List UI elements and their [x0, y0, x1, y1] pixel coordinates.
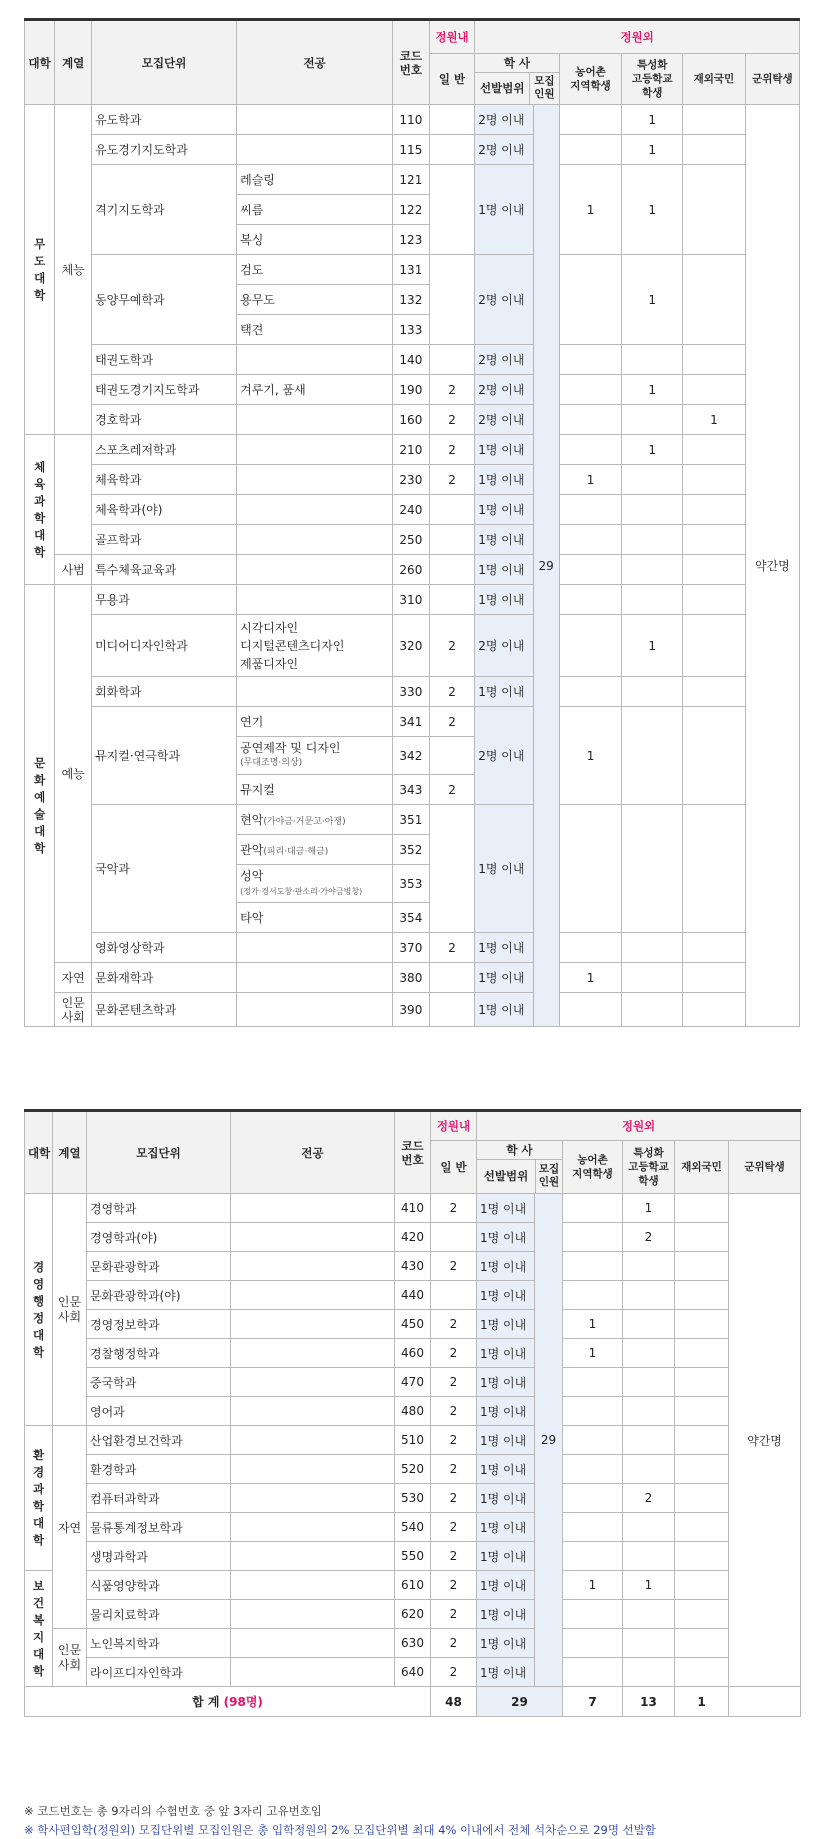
range-cell: 1명 이내 — [477, 1223, 535, 1252]
unit-cell: 경찰행정학과 — [87, 1339, 231, 1368]
college-cell: 문 화 예 술 대 학 — [25, 585, 55, 1027]
unit-cell: 경영학과(야) — [87, 1223, 231, 1252]
range-cell: 2명 이내 — [475, 105, 533, 135]
range-cell: 1명 이내 — [477, 1310, 535, 1339]
range-cell: 1명 이내 — [475, 963, 533, 993]
special-cell — [623, 1397, 675, 1426]
code-cell: 250 — [392, 525, 429, 555]
special-cell — [623, 1252, 675, 1281]
table-row — [25, 1310, 801, 1339]
rural-cell: 1 — [563, 1571, 623, 1600]
range-cell: 1명 이내 — [475, 585, 533, 615]
code-cell: 390 — [392, 993, 429, 1027]
general-cell: 2 — [431, 1194, 477, 1223]
code-cell: 460 — [395, 1339, 431, 1368]
special-cell — [623, 1281, 675, 1310]
special-cell: 1 — [622, 435, 683, 465]
unit-cell: 유도학과 — [92, 105, 237, 135]
major-cell: 겨루기, 품새 — [237, 375, 393, 405]
header-bachelor: 학 사 — [477, 1141, 562, 1160]
rural-cell — [563, 1368, 623, 1397]
total-row — [25, 1687, 801, 1717]
code-cell: 320 — [392, 615, 429, 677]
special-cell: 2 — [623, 1223, 675, 1252]
table-row — [25, 1368, 801, 1397]
header-major: 전공 — [237, 20, 393, 105]
field-cell: 인문 사회 — [53, 1629, 87, 1687]
special-cell: 1 — [622, 375, 683, 405]
header-code: 코드 번호 — [392, 20, 429, 105]
unit-cell: 체육학과(야) — [92, 495, 237, 525]
unit-cell: 영화영상학과 — [92, 933, 237, 963]
rural-cell — [563, 1281, 623, 1310]
code-cell: 343 — [392, 775, 429, 805]
range-cell: 1명 이내 — [475, 465, 533, 495]
unit-cell: 물류통계정보학과 — [87, 1513, 231, 1542]
code-cell: 160 — [392, 405, 429, 435]
major-sub-cell: (정가·경서도창·판소리·가야금병창) — [240, 886, 363, 896]
header-field: 계열 — [53, 1111, 87, 1194]
recruit-total-cell: 29 — [533, 105, 559, 1027]
table-row — [25, 1571, 801, 1600]
rural-cell — [563, 1455, 623, 1484]
special-cell: 1 — [622, 105, 683, 135]
code-cell: 410 — [395, 1194, 431, 1223]
special-cell: 2 — [623, 1484, 675, 1513]
rural-cell — [563, 1397, 623, 1426]
unit-cell: 체육학과 — [92, 465, 237, 495]
admission-table-1 — [24, 18, 800, 1027]
code-cell: 132 — [392, 285, 429, 315]
general-cell: 2 — [429, 677, 474, 707]
rural-cell — [563, 1629, 623, 1658]
general-cell — [431, 1223, 477, 1252]
range-cell: 1명 이내 — [477, 1368, 535, 1397]
admission-table-2 — [24, 1109, 801, 1717]
college-cell: 체 육 과 학 대 학 — [25, 435, 55, 585]
code-cell: 121 — [392, 165, 429, 195]
table-row — [25, 1484, 801, 1513]
major-cell: 검도 — [237, 255, 393, 285]
code-cell: 260 — [392, 555, 429, 585]
header-bachelor: 학 사 — [475, 54, 558, 73]
header-military: 군위탁생 — [745, 54, 799, 105]
major-sub-cell: (피리·대금·해금) — [263, 847, 329, 857]
general-cell: 2 — [431, 1455, 477, 1484]
general-cell: 2 — [431, 1658, 477, 1687]
general-cell: 2 — [429, 465, 474, 495]
rural-cell: 1 — [563, 1339, 623, 1368]
total-label: 합 계 — [192, 1695, 220, 1709]
unit-cell: 문화재학과 — [92, 963, 237, 993]
code-cell: 341 — [392, 707, 429, 737]
code-cell: 353 — [392, 865, 429, 903]
header-overseas: 재외국민 — [683, 54, 746, 105]
major-cell: 복싱 — [237, 225, 393, 255]
table-row — [25, 1658, 801, 1687]
unit-cell: 격기지도학과 — [92, 165, 237, 255]
rural-cell — [563, 1542, 623, 1571]
major-cell: 용무도 — [237, 285, 393, 315]
rural-cell: 1 — [559, 707, 622, 805]
unit-cell: 무용과 — [92, 585, 237, 615]
range-cell: 1명 이내 — [477, 1629, 535, 1658]
header-unit: 모집단위 — [92, 20, 237, 105]
code-cell: 310 — [392, 585, 429, 615]
unit-cell: 중국학과 — [87, 1368, 231, 1397]
code-cell: 330 — [392, 677, 429, 707]
total-count: (98명) — [223, 1695, 263, 1709]
total-general: 48 — [431, 1687, 477, 1717]
rural-cell — [563, 1426, 623, 1455]
special-cell — [623, 1542, 675, 1571]
major-cell: 레슬링 — [237, 165, 393, 195]
code-cell: 470 — [395, 1368, 431, 1397]
general-cell: 2 — [429, 375, 474, 405]
code-cell: 610 — [395, 1571, 431, 1600]
special-cell: 1 — [622, 255, 683, 345]
general-cell: 2 — [431, 1368, 477, 1397]
major-cell: 현악 — [240, 813, 264, 827]
code-cell: 620 — [395, 1600, 431, 1629]
code-cell: 520 — [395, 1455, 431, 1484]
range-cell: 1명 이내 — [475, 435, 533, 465]
major-cell: 택견 — [237, 315, 393, 345]
overseas-cell: 1 — [683, 405, 746, 435]
range-cell: 1명 이내 — [477, 1426, 535, 1455]
special-cell: 1 — [623, 1571, 675, 1600]
code-cell: 131 — [392, 255, 429, 285]
rural-cell — [563, 1484, 623, 1513]
special-cell — [623, 1513, 675, 1542]
range-cell: 1명 이내 — [477, 1542, 535, 1571]
rural-cell — [563, 1513, 623, 1542]
unit-cell: 태권도경기지도학과 — [92, 375, 237, 405]
field-cell: 자연 — [53, 1426, 87, 1629]
general-cell: 2 — [431, 1339, 477, 1368]
range-cell: 1명 이내 — [475, 165, 533, 255]
header-major: 전공 — [231, 1111, 395, 1194]
total-overseas: 1 — [675, 1687, 729, 1717]
code-cell: 510 — [395, 1426, 431, 1455]
header-college: 대학 — [25, 20, 55, 105]
unit-cell: 스포츠레저학과 — [92, 435, 237, 465]
rural-cell — [563, 1223, 623, 1252]
special-cell: 1 — [622, 615, 683, 677]
unit-cell: 골프학과 — [92, 525, 237, 555]
unit-cell: 국악과 — [92, 805, 237, 933]
special-cell: 1 — [623, 1194, 675, 1223]
unit-cell: 태권도학과 — [92, 345, 237, 375]
header-range: 선발범위 — [475, 73, 530, 104]
header-rural: 농어촌 지역학생 — [563, 1141, 623, 1194]
range-cell: 1명 이내 — [475, 933, 533, 963]
range-cell: 1명 이내 — [477, 1600, 535, 1629]
code-cell: 540 — [395, 1513, 431, 1542]
code-cell: 430 — [395, 1252, 431, 1281]
field-cell: 체능 — [55, 105, 92, 435]
range-cell: 1명 이내 — [475, 805, 533, 933]
unit-cell: 경영학과 — [87, 1194, 231, 1223]
range-cell: 2명 이내 — [475, 615, 533, 677]
header-code: 코드 번호 — [395, 1111, 431, 1194]
major-cell: 제품디자인 — [240, 656, 299, 671]
general-cell: 2 — [431, 1484, 477, 1513]
unit-cell: 문화관광학과 — [87, 1252, 231, 1281]
code-cell: 230 — [392, 465, 429, 495]
general-cell: 2 — [429, 435, 474, 465]
college-cell: 환 경 과 학 대 학 — [25, 1426, 53, 1571]
major-cell: 디지털콘텐츠디자인 — [240, 638, 345, 653]
unit-cell: 미디어디자인학과 — [92, 615, 237, 677]
range-cell: 1명 이내 — [477, 1397, 535, 1426]
header-general: 일 반 — [431, 1141, 477, 1194]
rural-cell: 1 — [563, 1310, 623, 1339]
field-cell: 사범 — [55, 555, 92, 585]
rural-cell — [563, 1252, 623, 1281]
range-cell: 2명 이내 — [475, 255, 533, 345]
range-cell: 1명 이내 — [477, 1339, 535, 1368]
table-row — [25, 1455, 801, 1484]
table-row — [25, 1629, 801, 1658]
military-cell: 약간명 — [729, 1194, 801, 1687]
code-cell: 210 — [392, 435, 429, 465]
special-cell — [623, 1600, 675, 1629]
code-cell: 110 — [392, 105, 429, 135]
table-row — [25, 1252, 801, 1281]
unit-cell: 영어과 — [87, 1397, 231, 1426]
special-cell — [623, 1368, 675, 1397]
range-cell: 2명 이내 — [475, 405, 533, 435]
table-row — [25, 1600, 801, 1629]
rural-cell: 1 — [559, 165, 622, 255]
code-cell: 123 — [392, 225, 429, 255]
header-unit: 모집단위 — [87, 1111, 231, 1194]
unit-cell: 문화관광학과(야) — [87, 1281, 231, 1310]
general-cell: 2 — [431, 1542, 477, 1571]
header-recruit: 모집 인원 — [538, 1163, 560, 1188]
field-cell: 예능 — [55, 585, 92, 963]
range-cell: 1명 이내 — [477, 1658, 535, 1687]
table-row — [25, 1281, 801, 1310]
footnote-code: ※ 코드번호는 총 9자리의 수험번호 중 앞 3자리 고유번호임 — [24, 1804, 322, 1818]
major-sub-cell: (무대조명·의상) — [240, 757, 303, 768]
code-cell: 450 — [395, 1310, 431, 1339]
range-cell: 1명 이내 — [475, 555, 533, 585]
general-cell: 2 — [429, 405, 474, 435]
code-cell: 115 — [392, 135, 429, 165]
major-sub-cell: (가야금·거문고·아쟁) — [263, 817, 346, 827]
table-row — [25, 1194, 801, 1223]
special-cell — [623, 1629, 675, 1658]
unit-cell: 특수체육교육과 — [92, 555, 237, 585]
general-cell: 2 — [431, 1426, 477, 1455]
major-cell: 시각디자인 — [240, 620, 299, 635]
rural-cell — [563, 1600, 623, 1629]
general-cell: 2 — [429, 707, 474, 737]
range-cell: 2명 이내 — [475, 707, 533, 805]
general-cell: 2 — [431, 1310, 477, 1339]
college-cell: 보 건 복 지 대 학 — [25, 1571, 53, 1687]
total-special: 13 — [623, 1687, 675, 1717]
range-cell: 2명 이내 — [475, 345, 533, 375]
header-military: 군위탁생 — [729, 1141, 801, 1194]
code-cell: 380 — [392, 963, 429, 993]
unit-cell: 노인복지학과 — [87, 1629, 231, 1658]
unit-cell: 경호학과 — [92, 405, 237, 435]
range-cell: 1명 이내 — [477, 1252, 535, 1281]
special-cell: 1 — [622, 135, 683, 165]
rural-cell: 1 — [559, 963, 622, 993]
range-cell: 2명 이내 — [475, 135, 533, 165]
range-cell: 1명 이내 — [475, 495, 533, 525]
range-cell: 1명 이내 — [475, 993, 533, 1027]
code-cell: 630 — [395, 1629, 431, 1658]
header-special: 특성화 고등학교 학생 — [623, 1141, 675, 1194]
major-cell: 씨름 — [237, 195, 393, 225]
header-within: 정원내 — [429, 20, 474, 54]
general-cell: 2 — [431, 1600, 477, 1629]
major-cell: 뮤지컬 — [237, 775, 393, 805]
unit-cell: 환경학과 — [87, 1455, 231, 1484]
table-row — [25, 1426, 801, 1455]
major-cell: 타악 — [237, 903, 393, 933]
code-cell: 352 — [392, 835, 429, 865]
header-college: 대학 — [25, 1111, 53, 1194]
total-rural: 7 — [563, 1687, 623, 1717]
code-cell: 640 — [395, 1658, 431, 1687]
unit-cell: 뮤지컬·연극학과 — [92, 707, 237, 805]
range-cell: 2명 이내 — [475, 375, 533, 405]
general-cell — [431, 1281, 477, 1310]
range-cell: 1명 이내 — [477, 1281, 535, 1310]
code-cell: 133 — [392, 315, 429, 345]
code-cell: 370 — [392, 933, 429, 963]
rural-cell: 1 — [559, 465, 622, 495]
range-cell: 1명 이내 — [477, 1571, 535, 1600]
total-recruit: 29 — [477, 1687, 563, 1717]
code-cell: 420 — [395, 1223, 431, 1252]
unit-cell: 회화학과 — [92, 677, 237, 707]
unit-cell: 라이프디자인학과 — [87, 1658, 231, 1687]
general-cell: 2 — [431, 1629, 477, 1658]
field-cell: 자연 — [55, 963, 92, 993]
unit-cell: 경영정보학과 — [87, 1310, 231, 1339]
field-cell: 인문 사회 — [55, 993, 92, 1027]
range-cell: 1명 이내 — [477, 1484, 535, 1513]
header-within: 정원내 — [431, 1111, 477, 1141]
rural-cell — [563, 1194, 623, 1223]
table-row — [25, 1223, 801, 1252]
general-cell: 2 — [431, 1513, 477, 1542]
header-general: 일 반 — [429, 54, 474, 105]
college-cell: 무 도 대 학 — [25, 105, 55, 435]
code-cell: 190 — [392, 375, 429, 405]
code-cell: 440 — [395, 1281, 431, 1310]
military-cell: 약간명 — [745, 105, 799, 1027]
range-cell: 1명 이내 — [475, 677, 533, 707]
special-cell: 1 — [622, 165, 683, 255]
special-cell — [623, 1339, 675, 1368]
general-cell: 2 — [429, 933, 474, 963]
header-outside: 정원외 — [475, 20, 800, 54]
header-field: 계열 — [55, 20, 92, 105]
code-cell: 351 — [392, 805, 429, 835]
unit-cell: 산업환경보건학과 — [87, 1426, 231, 1455]
table-row — [25, 1513, 801, 1542]
range-cell: 1명 이내 — [475, 525, 533, 555]
special-cell — [623, 1455, 675, 1484]
unit-cell: 물리치료학과 — [87, 1600, 231, 1629]
major-cell: 성악 — [240, 868, 264, 883]
header-recruit: 모집 인원 — [534, 75, 555, 100]
general-cell: 2 — [431, 1252, 477, 1281]
table-row — [25, 1397, 801, 1426]
general-cell: 2 — [429, 615, 474, 677]
college-cell: 경 영 행 정 대 학 — [25, 1194, 53, 1426]
code-cell: 122 — [392, 195, 429, 225]
code-cell: 550 — [395, 1542, 431, 1571]
code-cell: 530 — [395, 1484, 431, 1513]
unit-cell: 문화콘텐츠학과 — [92, 993, 237, 1027]
code-cell: 240 — [392, 495, 429, 525]
unit-cell: 식품영양학과 — [87, 1571, 231, 1600]
major-cell: 연기 — [237, 707, 393, 737]
header-range: 선발범위 — [477, 1160, 536, 1193]
range-cell: 1명 이내 — [477, 1194, 535, 1223]
unit-cell: 동양무예학과 — [92, 255, 237, 345]
header-outside: 정원외 — [477, 1111, 801, 1141]
code-cell: 354 — [392, 903, 429, 933]
range-cell: 1명 이내 — [477, 1455, 535, 1484]
code-cell: 342 — [392, 737, 429, 775]
general-cell: 2 — [431, 1571, 477, 1600]
field-cell: 인문 사회 — [53, 1194, 87, 1426]
general-cell: 2 — [431, 1397, 477, 1426]
unit-cell: 유도경기지도학과 — [92, 135, 237, 165]
special-cell — [623, 1426, 675, 1455]
header-special: 특성화 고등학교 학생 — [622, 54, 683, 105]
table-row — [25, 1339, 801, 1368]
header-overseas: 재외국민 — [675, 1141, 729, 1194]
rural-cell — [563, 1658, 623, 1687]
code-cell: 140 — [392, 345, 429, 375]
recruit-total-cell: 29 — [535, 1194, 563, 1687]
unit-cell: 생명과학과 — [87, 1542, 231, 1571]
table-row — [25, 1542, 801, 1571]
range-cell: 1명 이내 — [477, 1513, 535, 1542]
major-cell: 관악 — [240, 843, 264, 857]
header-rural: 농어촌 지역학생 — [559, 54, 622, 105]
special-cell — [623, 1310, 675, 1339]
major-cell: 공연제작 및 디자인 — [240, 740, 341, 755]
general-cell: 2 — [429, 775, 474, 805]
unit-cell: 컴퓨터과학과 — [87, 1484, 231, 1513]
special-cell — [623, 1658, 675, 1687]
code-cell: 480 — [395, 1397, 431, 1426]
footnote-transfer: ※ 학사편입학(정원외) 모집단위별 모집인원은 총 입학정원의 2% 모집단위별 최대 4% 이내에서 전체 석차순으로 29명 선발함 — [24, 1823, 656, 1837]
